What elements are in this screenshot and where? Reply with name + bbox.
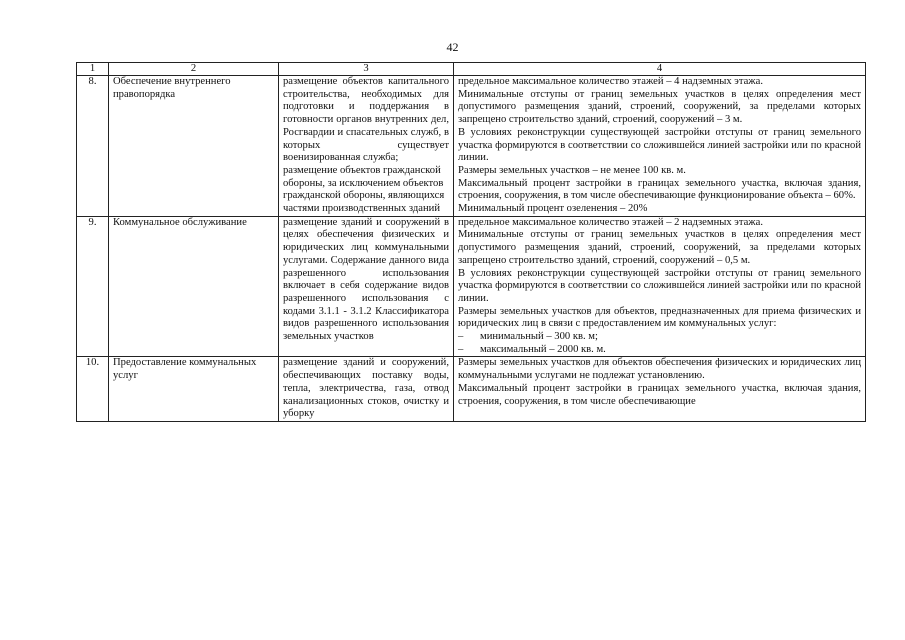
parameter-text: Минимальный процент озеленения – 20% [458,203,648,215]
use-description [279,216,454,357]
use-parameters [454,76,866,217]
parameter-text: Максимальный процент застройки в границах земельного участка, включая здания, строения, сооружения, в том числе обеспечивающие функционирование объекта – 60%. [458,177,861,202]
header-col-3: 3 [279,63,454,76]
page-number: 42 [446,40,459,54]
description-text: размещение зданий и сооружений, обеспечивающих поставку воды, тепла, электричества, газа, отвод канализационных стоков, очистку и уборку [283,357,449,420]
description-text: размещение объектов гражданской обороны, за исключением объектов гражданской обороны, являющихся частями производственных зданий [283,164,445,215]
header-col-4: 4 [454,63,866,76]
header-col-1: 1 [77,63,109,76]
header-row [77,63,866,76]
regulations-table [76,62,866,422]
parameter-text: Минимальные отступы от границ земельных участков в целях определения мест допустимого размещения зданий, строений, сооружений, за пределами которых запрещено строительство зданий, строений, сооружений – 0,5 м. [458,229,861,266]
use-name: Обеспечение внутреннего правопорядка [109,76,279,217]
list-dash: – [458,331,464,343]
header-col-2: 2 [109,63,279,76]
list-item-text: максимальный – 2000 кв. м. [480,343,606,355]
list-item [458,344,861,357]
parameter-text: Размеры земельных участков – не менее 100 кв. м. [458,164,686,176]
use-description [279,76,454,217]
table-row [77,357,866,422]
use-name: Предоставление коммунальных услуг [109,357,279,422]
parameter-text: предельное максимальное количество этажей – 2 надземных этажа. [458,216,763,228]
parameter-text: В условиях реконструкции существующей застройки отступы от границ земельного участка формируются в соответствии со сложившейся линией застройки или по красной линии. [458,126,861,164]
description-text: размещение объектов капитального строительства, необходимых для подготовки и поддержания в готовности органов внутренних дел, Росгвардии и спасательных служб, в которых существует военизированная служба; [283,76,449,164]
row-number: 10. [77,357,109,422]
table-row [77,216,866,357]
list-item [458,331,861,344]
parameter-text: Размеры земельных участков для объектов обеспечения физических и юридических лиц коммунальными услугами не подлежат установлению. [458,357,861,382]
parameter-text: Максимальный процент застройки в границах земельного участка, включая здания, строения, сооружения, в том числе обеспечивающие [458,382,861,407]
table-row [77,76,866,217]
row-number: 9. [77,216,109,357]
row-number: 8. [77,76,109,217]
description-text: размещение зданий и сооружений в целях обеспечения физических и юридических лиц коммунальными услугами. Содержание данного вида разрешенного использования включает в себя содержание видов разрешенного использования с кодами 3.1.1 - 3.1.2 Классификатора видов разрешенного использования земельных участков [283,216,449,343]
use-name: Коммунальное обслуживание [109,216,279,357]
parameter-text: Минимальные отступы от границ земельных участков в целях определения мест допустимого размещения зданий, строений, сооружений, за пределами которых запрещено строительство зданий, строений, сооружений – 3 м. [458,88,861,126]
use-parameters [454,216,866,357]
parameter-text: Размеры земельных участков для объектов, предназначенных для приема физических и юридических лиц в связи с предоставлением им коммунальных услуг: [458,305,861,330]
use-description [279,357,454,422]
list-item-text: минимальный – 300 кв. м; [480,331,598,343]
parameter-text: В условиях реконструкции существующей застройки отступы от границ земельного участка формируются в соответствии со сложившейся линией застройки или по красной линии. [458,267,861,304]
parameter-text: предельное максимальное количество этажей – 4 надземных этажа. [458,76,763,87]
list-dash: – [458,343,464,355]
use-parameters [454,357,866,422]
